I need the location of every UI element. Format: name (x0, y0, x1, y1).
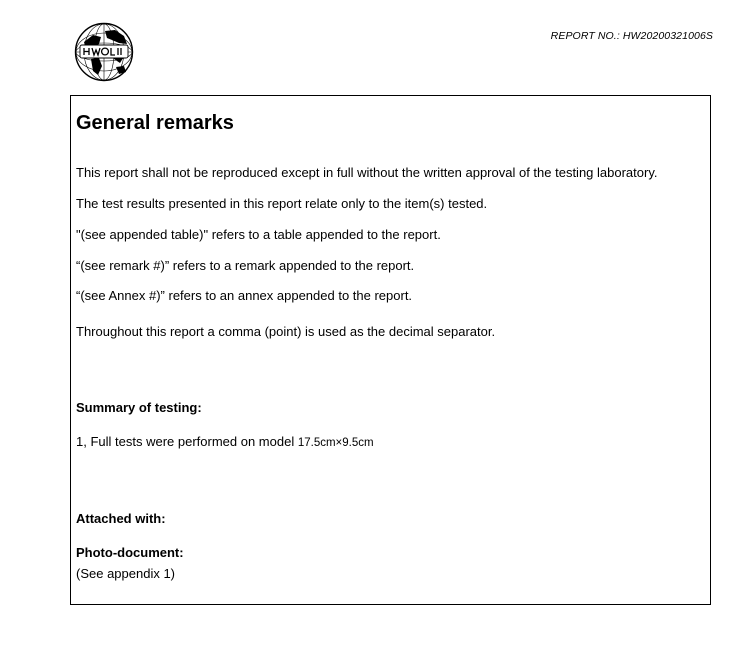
remark-line: “(see Annex #)” refers to an annex appended to the report. (76, 288, 413, 303)
appendix-reference: (See appendix 1) (76, 566, 176, 581)
model-size: 17.5cm×9.5cm (297, 437, 374, 449)
summary-of-testing-label: Summary of testing: (76, 400, 202, 415)
summary-line (76, 434, 374, 449)
photo-document-label: Photo-document: (76, 545, 184, 560)
remark-line: “(see remark #)” refers to a remark appended to the report. (76, 258, 415, 273)
attached-with-label: Attached with: (76, 511, 166, 526)
remark-line: This report shall not be reproduced except in full without the written approval of the testing laboratory. (76, 165, 658, 180)
general-remarks-section (70, 95, 711, 605)
company-logo (74, 22, 134, 82)
remark-line: Throughout this report a comma (point) is used as the decimal separator. (76, 324, 496, 339)
globe-logo-icon (74, 22, 134, 82)
report-number: REPORT NO.: HW20200321006S (550, 30, 713, 42)
summary-line-text: 1, Full tests were performed on model (76, 434, 298, 449)
remark-line: The test results presented in this report relate only to the item(s) tested. (76, 196, 488, 211)
section-title: General remarks (76, 112, 234, 134)
remark-line: "(see appended table)" refers to a table appended to the report. (76, 227, 441, 242)
